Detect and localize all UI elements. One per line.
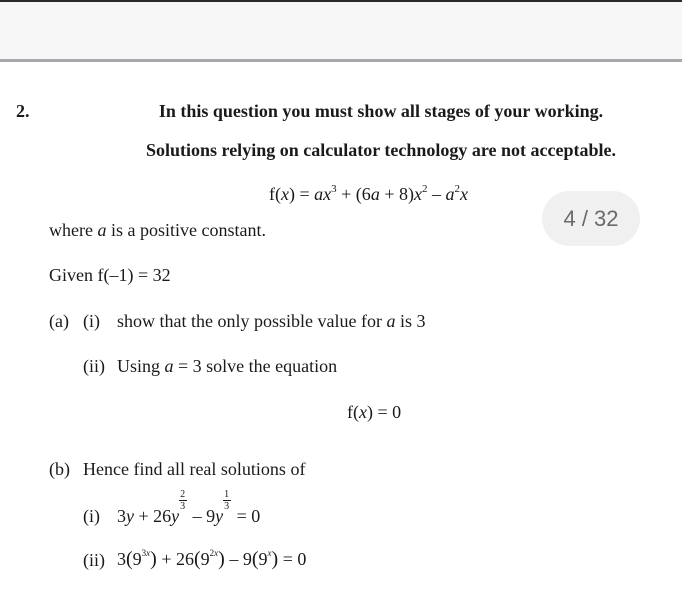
instruction-line-2: Solutions relying on calculator technology are not acceptable.: [146, 140, 616, 160]
part-a-i-text: show that the only possible value for a is 3: [117, 311, 426, 331]
question-number: 2.: [16, 101, 30, 121]
part-b-ii-equation: $3(9^{3x}) + 26(9^{2x}) - 9(9^x) = 0$: [117, 548, 307, 570]
part-b-i-equation: 3y + 26y $\frac{2}{3}$ – 9y $\frac{1}{3}$ = 0: [117, 489, 261, 526]
part-b-i-label: (i): [83, 506, 100, 526]
part-a-label: (a): [49, 311, 69, 331]
equation-fx-zero: f(x) = 0: [347, 402, 402, 422]
part-a-ii-text: Using a = 3 solve the equation: [117, 356, 338, 376]
part-b-label: (b): [49, 459, 70, 479]
function-definition: $f(x) = ax^3 + (6a + 8)x^2 - a^2x$: [269, 183, 468, 204]
part-a-i-label: (i): [83, 311, 100, 331]
constant-statement: where a is a positive constant.: [49, 220, 266, 240]
given-condition: Given f(–1) = 32: [49, 265, 171, 285]
header-band: [0, 2, 682, 60]
part-b-ii-label: (ii): [83, 550, 105, 570]
part-a-ii-label: (ii): [83, 356, 105, 376]
part-b-text: Hence find all real solutions of: [83, 459, 306, 479]
page-indicator: 4 / 32: [542, 191, 640, 246]
instruction-line-1: In this question you must show all stages of your working.: [158, 101, 604, 121]
section-divider: [0, 59, 682, 62]
